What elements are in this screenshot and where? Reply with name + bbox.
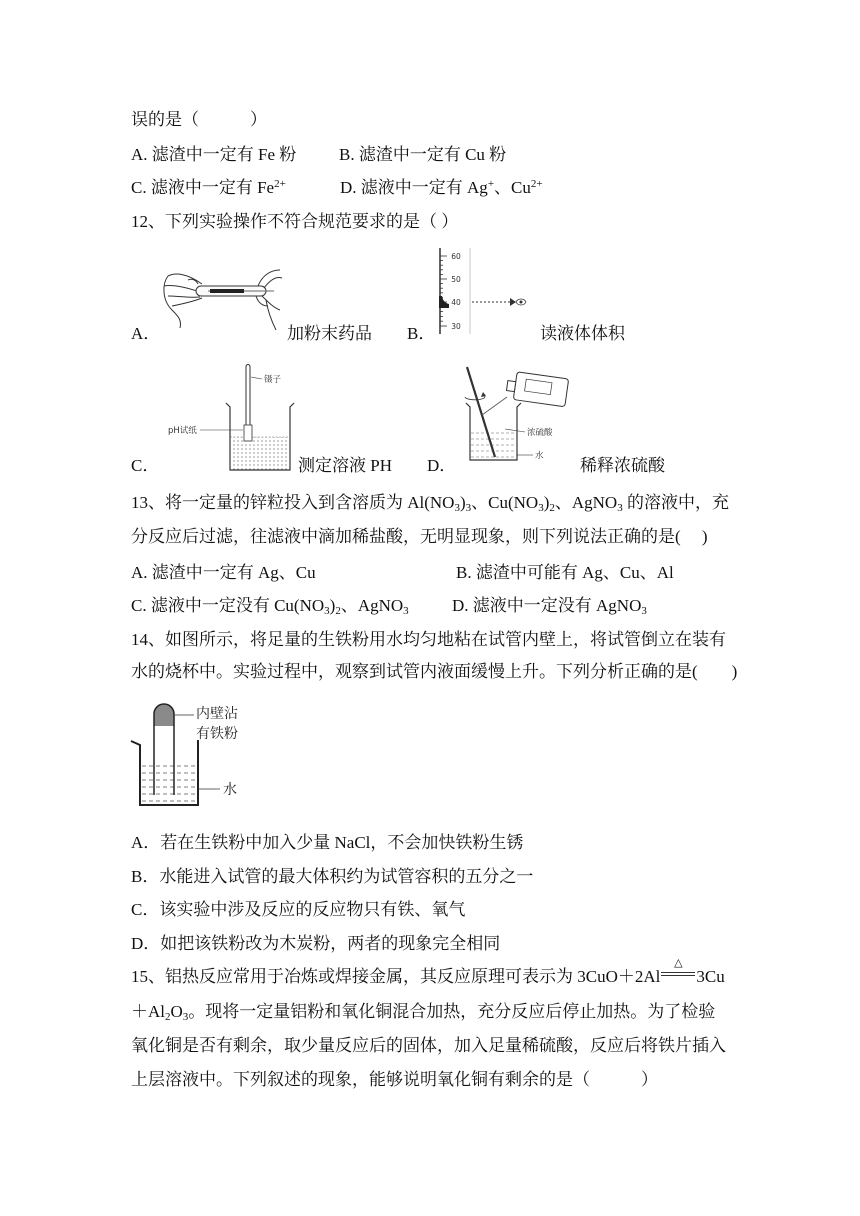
subscript: 3 (182, 1011, 189, 1023)
double-line (661, 972, 695, 976)
q13-stem-line2: 分反应后过滤，往滤液中滴加稀盐酸，无明显现象，则下列说法正确的是( ) (131, 527, 708, 546)
glass-rod (467, 367, 495, 457)
q12-option-c-caption: 测定溶液 PH (298, 456, 392, 475)
q14-stem-line2: 水的烧杯中。实验过程中，观察到试管内液面缓慢上升。下列分析正确的是( ) (131, 662, 738, 681)
q14-stem-line1: 14、如图所示，将足量的生铁粉用水均匀地粘在试管内壁上，将试管倒立在装有 (131, 630, 726, 649)
q14-option-d: D．如把该铁粉改为木炭粉，两者的现象完全相同 (131, 934, 501, 953)
subscript: 2 (165, 1011, 171, 1023)
q12-figure-dilute-acid (455, 365, 577, 465)
graduated-cylinder (439, 248, 470, 334)
reaction-rhs: 3Cu (696, 967, 725, 986)
right-hand (256, 270, 282, 330)
coating-label-line2: 有铁粉 (196, 726, 238, 742)
water-label: 水 (535, 451, 544, 461)
tweezers (246, 365, 250, 427)
subscript: 3 (538, 502, 544, 514)
q15-stem-line1 (131, 957, 725, 989)
beaker (131, 740, 198, 805)
q14-figure-iron-rust (128, 698, 253, 813)
q11-option-c: C. 滤液中一定有 $Fe^{2+}$ (131, 178, 286, 197)
scale-label-50: 50 (451, 275, 461, 284)
ph-paper (244, 425, 252, 441)
beaker (226, 403, 294, 470)
acid-label: 浓硫酸 (527, 428, 553, 438)
subscript: 3 (465, 502, 472, 514)
tweezers-label: 镊子 (264, 375, 282, 385)
tweezers-leader-line (251, 377, 262, 379)
scale-label-60: 60 (451, 252, 461, 261)
acid-leader-line (505, 429, 525, 432)
coating-label-line1: 内壁沾 (196, 706, 238, 722)
q12-figure-graduated-cylinder (432, 246, 532, 336)
reaction-lhs: 15、铝热反应常用于冶炼或焊接金属，其反应原理可表示为 3CuO＋2Al (131, 967, 661, 986)
q12-option-a-label: A． (131, 324, 161, 343)
q13-stem-line1: 13、将一定量的锌粒投入到含溶质为 $Al(NO_3)_3$、$Cu(NO_3)_2$、AgNO$_3$ 的溶液中，充 (131, 493, 729, 514)
q13-option-c: C. 滤液中一定没有 $Cu(NO_3)_2$、AgNO$_3$ (131, 596, 409, 617)
heat-symbol: △ (674, 957, 683, 969)
subscript: 3 (324, 605, 330, 617)
q13-option-d: D. 滤液中一定没有 AgNO$_3$ (452, 596, 647, 617)
q12-option-a-caption: 加粉末药品 (287, 324, 372, 343)
subscript: 3 (617, 502, 623, 514)
scale-label-30: 30 (451, 322, 461, 331)
q11-option-d: D. 滤液中一定有 Ag+、$Cu^{2+}$ (340, 178, 543, 197)
acid-bottle (505, 371, 568, 407)
scale-label-40: 40 (451, 298, 461, 307)
q15-stem-line3: 氧化铜是否有剩余，取少量反应后的固体，加入足量稀硫酸，反应后将铁片插入 (131, 1036, 726, 1055)
superscript: + (487, 178, 495, 190)
subscript: 3 (641, 605, 647, 617)
subscript: 3 (403, 605, 409, 617)
q13-option-b: B. 滤渣中可能有 Ag、Cu、Al (456, 563, 674, 582)
q12-option-d-caption: 稀释浓硫酸 (580, 456, 665, 475)
q11-stem-tail: 误的是（ ） (131, 110, 267, 129)
q12-stem: 12、下列实验操作不符合规范要求的是（ ） (131, 212, 459, 231)
q15-stem-line4: 上层溶液中。下列叙述的现象，能够说明氧化铜有剩余的是（ ） (131, 1070, 658, 1089)
sight-line-arrow (472, 298, 516, 306)
q14-option-c: C．该实验中涉及反应的反应物只有铁、氧气 (131, 900, 466, 919)
q12-option-b-label: B． (407, 324, 436, 343)
q12-option-d-label: D． (427, 456, 457, 475)
q11-option-a: A. 滤渣中一定有 Fe 粉 (131, 145, 297, 164)
test-tube (196, 286, 274, 296)
solution (231, 437, 290, 470)
liquid-meniscus (439, 296, 449, 308)
water-label: 水 (223, 782, 237, 798)
acid-stream (482, 397, 507, 415)
superscript: 2+ (274, 178, 286, 190)
q12-option-c-label: C． (131, 456, 160, 475)
subscript: 3 (454, 502, 460, 514)
reaction-condition-arrow (661, 957, 695, 983)
superscript: 2+ (530, 178, 543, 190)
q15-stem-line2: $+Al_2O_3$。现将一定量铝粉和氧化铜混合加热，充分反应后停止加热。为了检验 (131, 1002, 716, 1023)
ph-paper-label: pH试纸 (168, 426, 197, 436)
powder-paper-trough (210, 289, 244, 293)
q14-option-a: A．若在生铁粉中加入少量 NaCl，不会加快铁粉生锈 (131, 833, 524, 852)
eye-icon (516, 299, 526, 305)
q12-figure-add-powder (158, 262, 286, 334)
subscript: 2 (549, 502, 555, 514)
q14-option-b: B．水能进入试管的最大体积约为试管容积的五分之一 (131, 867, 534, 886)
q11-option-b: B. 滤渣中一定有 Cu 粉 (339, 145, 507, 164)
inverted-test-tube (154, 704, 174, 795)
q12-option-b-caption: 读液体体积 (540, 324, 625, 343)
q12-figure-ph-test (160, 363, 295, 473)
left-hand (164, 274, 202, 328)
q13-option-a: A. 滤渣中一定有 Ag、Cu (131, 563, 316, 582)
subscript: 2 (335, 605, 341, 617)
